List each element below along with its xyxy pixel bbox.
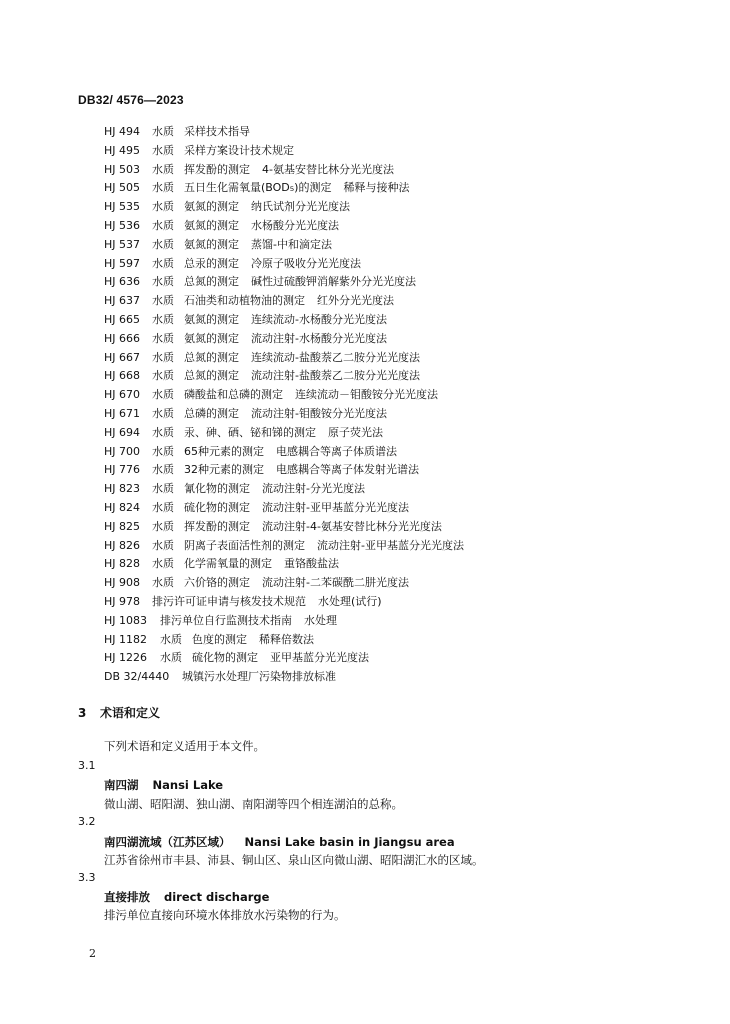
reference-item: HJ 665 水质 氨氮的测定 连续流动-水杨酸分光光度法: [104, 312, 387, 326]
page-number: 2: [89, 947, 96, 960]
reference-item: HJ 667 水质 总氮的测定 连续流动-盐酸萘乙二胺分光光度法: [104, 350, 420, 364]
reference-item: DB 32/4440 城镇污水处理厂污染物排放标准: [104, 670, 336, 684]
reference-item: HJ 637 水质 石油类和动植物油的测定 红外分光光度法: [104, 294, 394, 308]
reference-item: HJ 666 水质 氨氮的测定 流动注射-水杨酸分光光度法: [104, 331, 387, 345]
section-intro: 下列术语和定义适用于本文件。: [104, 739, 265, 753]
section-heading: [78, 704, 160, 721]
document-code-header: DB32/ 4576—2023: [78, 93, 184, 107]
term-number: 3.2: [78, 815, 96, 828]
section-number: 3: [78, 706, 87, 720]
reference-item: HJ 668 水质 总氮的测定 流动注射-盐酸萘乙二胺分光光度法: [104, 369, 420, 383]
reference-item: HJ 536 水质 氨氮的测定 水杨酸分光光度法: [104, 218, 339, 232]
reference-item: HJ 1226 水质 硫化物的测定 亚甲基蓝分光光度法: [104, 651, 369, 665]
normative-references-list: [104, 123, 704, 687]
term-definition: 江苏省徐州市丰县、沛县、铜山区、泉山区向微山湖、昭阳湖汇水的区域。: [104, 853, 484, 867]
reference-item: HJ 694 水质 汞、砷、硒、铋和锑的测定 原子荧光法: [104, 425, 383, 439]
reference-item: HJ 1083 排污单位自行监测技术指南 水处理: [104, 613, 337, 627]
reference-item: HJ 495 水质 采样方案设计技术规定: [104, 143, 294, 157]
reference-item: HJ 823 水质 氰化物的测定 流动注射-分光光度法: [104, 482, 365, 496]
reference-item: HJ 537 水质 氨氮的测定 蒸馏-中和滴定法: [104, 237, 332, 251]
section-title-text: 术语和定义: [100, 706, 161, 720]
reference-item: HJ 978 排污许可证申请与核发技术规范 水处理(试行): [104, 594, 382, 608]
term-definition: 微山湖、昭阳湖、独山湖、南阳湖等四个相连湖泊的总称。: [104, 797, 403, 811]
term-number: 3.3: [78, 871, 96, 884]
reference-item: HJ 671 水质 总磷的测定 流动注射-钼酸铵分光光度法: [104, 406, 387, 420]
reference-item: HJ 494 水质 采样技术指导: [104, 125, 250, 138]
reference-item: HJ 776 水质 32种元素的测定 电感耦合等离子体发射光谱法: [104, 463, 419, 477]
reference-item: HJ 1182 水质 色度的测定 稀释倍数法: [104, 632, 314, 646]
reference-item: HJ 505 水质 五日生化需氧量(BOD₅)的测定 稀释与接种法: [104, 181, 410, 195]
term-name: 南四湖流域（江苏区域） Nansi Lake basin in Jiangsu area: [104, 835, 455, 849]
reference-item: HJ 535 水质 氨氮的测定 纳氏试剂分光光度法: [104, 200, 350, 214]
reference-item: HJ 908 水质 六价铬的测定 流动注射-二苯碳酰二肼光度法: [104, 576, 409, 590]
reference-item: HJ 825 水质 挥发酚的测定 流动注射-4-氨基安替比林分光光度法: [104, 519, 442, 533]
reference-item: HJ 503 水质 挥发酚的测定 4-氨基安替比林分光光度法: [104, 162, 394, 176]
reference-item: HJ 700 水质 65种元素的测定 电感耦合等离子体质谱法: [104, 444, 397, 458]
reference-item: HJ 824 水质 硫化物的测定 流动注射-亚甲基蓝分光光度法: [104, 500, 409, 514]
reference-item: HJ 636 水质 总氮的测定 碱性过硫酸钾消解紫外分光光度法: [104, 275, 416, 289]
reference-item: HJ 828 水质 化学需氧量的测定 重铬酸盐法: [104, 557, 339, 571]
reference-item: HJ 826 水质 阴离子表面活性剂的测定 流动注射-亚甲基蓝分光光度法: [104, 538, 464, 552]
reference-item: HJ 670 水质 磷酸盐和总磷的测定 连续流动－钼酸铵分光光度法: [104, 388, 438, 402]
term-name: 直接排放 direct discharge: [104, 890, 270, 904]
reference-item: HJ 597 水质 总汞的测定 冷原子吸收分光光度法: [104, 256, 361, 270]
term-number: 3.1: [78, 759, 96, 772]
term-name: 南四湖 Nansi Lake: [104, 778, 224, 792]
term-definition: 排污单位直接向环境水体排放水污染物的行为。: [104, 908, 346, 922]
